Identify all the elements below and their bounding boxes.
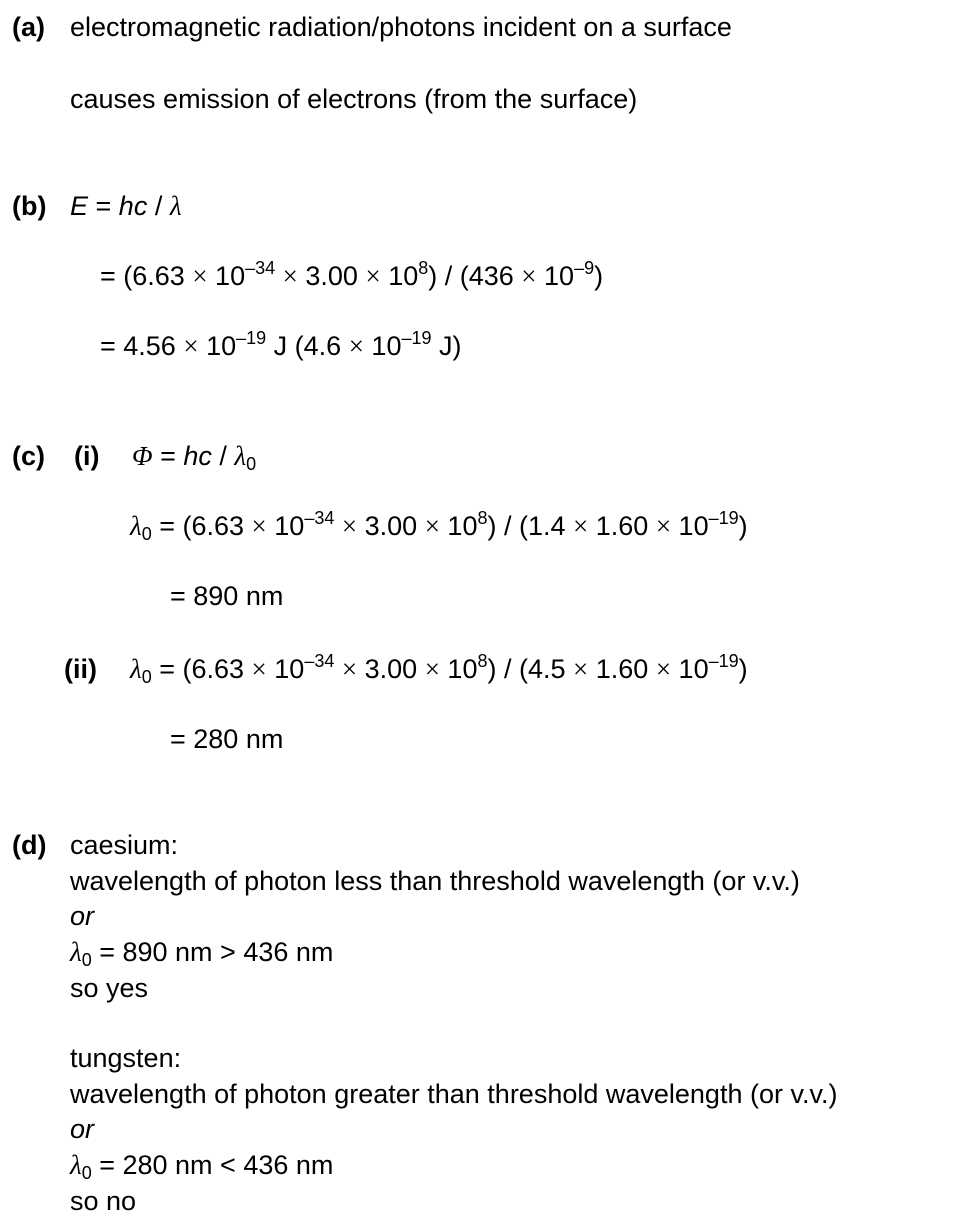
part-a-line-2: causes emission of electrons (from the surface) xyxy=(70,84,638,114)
text-segment xyxy=(275,261,283,291)
subscript-zero: 0 xyxy=(246,454,257,474)
part-b-step-2 xyxy=(100,328,462,361)
subscript-zero: 0 xyxy=(141,667,152,687)
exponent: –34 xyxy=(304,651,335,671)
exponent: –34 xyxy=(245,258,276,278)
text-segment: 10 xyxy=(266,511,305,541)
part-c-i-work-function xyxy=(132,441,257,474)
subscript-zero: 0 xyxy=(81,950,92,970)
text-segment xyxy=(334,654,342,684)
phi-symbol: Φ xyxy=(132,441,153,471)
text-segment: 1.60 xyxy=(588,654,656,684)
times-symbol: × xyxy=(573,511,589,541)
energy-symbol: E xyxy=(70,191,89,221)
text-segment: 10 xyxy=(380,261,419,291)
times-symbol: × xyxy=(341,511,358,541)
tungsten-explanation: wavelength of photon greater than threshold wavelength (or v.v.) xyxy=(70,1079,838,1109)
text-segment: 3.00 xyxy=(357,654,425,684)
times-symbol: × xyxy=(251,654,267,684)
text-segment: J) xyxy=(431,331,462,361)
caesium-comparison xyxy=(70,937,334,970)
text-segment: ) / (1.4 xyxy=(487,511,574,541)
text-segment: 10 xyxy=(266,654,305,684)
exponent: –9 xyxy=(574,258,595,278)
caesium-explanation: wavelength of photon less than threshold wavelength (or v.v.) xyxy=(70,866,800,896)
lambda-symbol: λ xyxy=(234,441,247,471)
exponent: 8 xyxy=(418,258,429,278)
exponent: 8 xyxy=(477,651,488,671)
text-segment: J (4.6 xyxy=(266,331,349,361)
times-symbol: × xyxy=(348,331,364,361)
text-segment: = (6.63 xyxy=(151,511,252,541)
caesium-or: or xyxy=(70,901,95,931)
text-segment: = 4.56 xyxy=(100,331,184,361)
text-segment: ) xyxy=(738,511,748,541)
part-c-ii-label: (ii) xyxy=(64,654,97,684)
part-d-label: (d) xyxy=(12,830,47,860)
text-segment: = (6.63 xyxy=(100,261,193,291)
lambda-symbol: λ xyxy=(169,191,182,221)
times-symbol: × xyxy=(655,654,672,684)
part-c-ii-result: = 280 nm xyxy=(170,724,284,754)
subscript-zero: 0 xyxy=(141,524,152,544)
text-segment: 10 xyxy=(536,261,575,291)
slash: / xyxy=(147,191,170,221)
times-symbol: × xyxy=(192,261,208,291)
caesium-heading: caesium: xyxy=(70,830,179,860)
part-b-equation xyxy=(70,193,182,220)
part-c-i-result: = 890 nm xyxy=(170,581,284,611)
lambda-symbol: λ xyxy=(70,1150,82,1180)
part-c-ii-step-1 xyxy=(130,651,748,687)
times-symbol: × xyxy=(251,511,267,541)
times-symbol: × xyxy=(282,261,298,291)
text-segment: 10 xyxy=(198,331,237,361)
tungsten-comparison xyxy=(70,1150,334,1183)
part-c-label: (c) xyxy=(12,441,45,471)
part-c-i-label: (i) xyxy=(74,441,100,471)
lambda-symbol: λ xyxy=(70,937,82,967)
text-segment: = 280 nm < 436 nm xyxy=(91,1150,334,1180)
hc-symbol: hc xyxy=(183,441,212,471)
text-segment: = (6.63 xyxy=(151,654,252,684)
part-a-label: (a) xyxy=(12,12,45,42)
times-symbol: × xyxy=(341,654,358,684)
text-segment xyxy=(334,511,342,541)
lambda-symbol: λ xyxy=(130,511,142,541)
text-segment: 10 xyxy=(671,654,709,684)
times-symbol: × xyxy=(183,331,199,361)
times-symbol: × xyxy=(424,654,440,684)
part-a-line-1: electromagnetic radiation/photons incident on a surface xyxy=(70,12,732,42)
text-segment: 10 xyxy=(207,261,246,291)
equals-sign: = xyxy=(88,191,119,221)
part-b-label: (b) xyxy=(12,191,47,221)
text-segment: = 890 nm > 436 nm xyxy=(91,937,334,967)
text-segment: ) xyxy=(738,654,748,684)
hc-symbol: hc xyxy=(118,191,148,221)
exponent: –19 xyxy=(401,328,432,348)
caesium-conclusion: so yes xyxy=(70,973,149,1003)
times-symbol: × xyxy=(655,511,672,541)
slash: / xyxy=(211,441,235,471)
times-symbol: × xyxy=(365,261,381,291)
tungsten-conclusion: so no xyxy=(70,1186,137,1216)
part-c-i-step-1 xyxy=(130,508,748,544)
subscript-zero: 0 xyxy=(81,1163,92,1183)
part-b-step-1 xyxy=(100,258,604,291)
exponent: 8 xyxy=(477,508,488,528)
text-segment: ) / (4.5 xyxy=(487,654,574,684)
exponent: –19 xyxy=(236,328,267,348)
text-segment: 10 xyxy=(363,331,402,361)
exponent: –19 xyxy=(708,508,739,528)
equals-sign: = xyxy=(152,441,184,471)
text-segment: ) xyxy=(594,261,604,291)
exponent: –19 xyxy=(708,651,739,671)
text-segment: 10 xyxy=(439,654,478,684)
text-segment: ) / (436 xyxy=(428,261,522,291)
tungsten-or: or xyxy=(70,1114,95,1144)
text-segment: 1.60 xyxy=(588,511,656,541)
times-symbol: × xyxy=(424,511,440,541)
exponent: –34 xyxy=(304,508,335,528)
lambda-symbol: λ xyxy=(130,654,142,684)
tungsten-heading: tungsten: xyxy=(70,1043,182,1073)
text-segment: 3.00 xyxy=(357,511,425,541)
times-symbol: × xyxy=(521,261,537,291)
times-symbol: × xyxy=(573,654,589,684)
text-segment: 3.00 xyxy=(297,261,366,291)
text-segment: 10 xyxy=(671,511,709,541)
text-segment: 10 xyxy=(439,511,478,541)
